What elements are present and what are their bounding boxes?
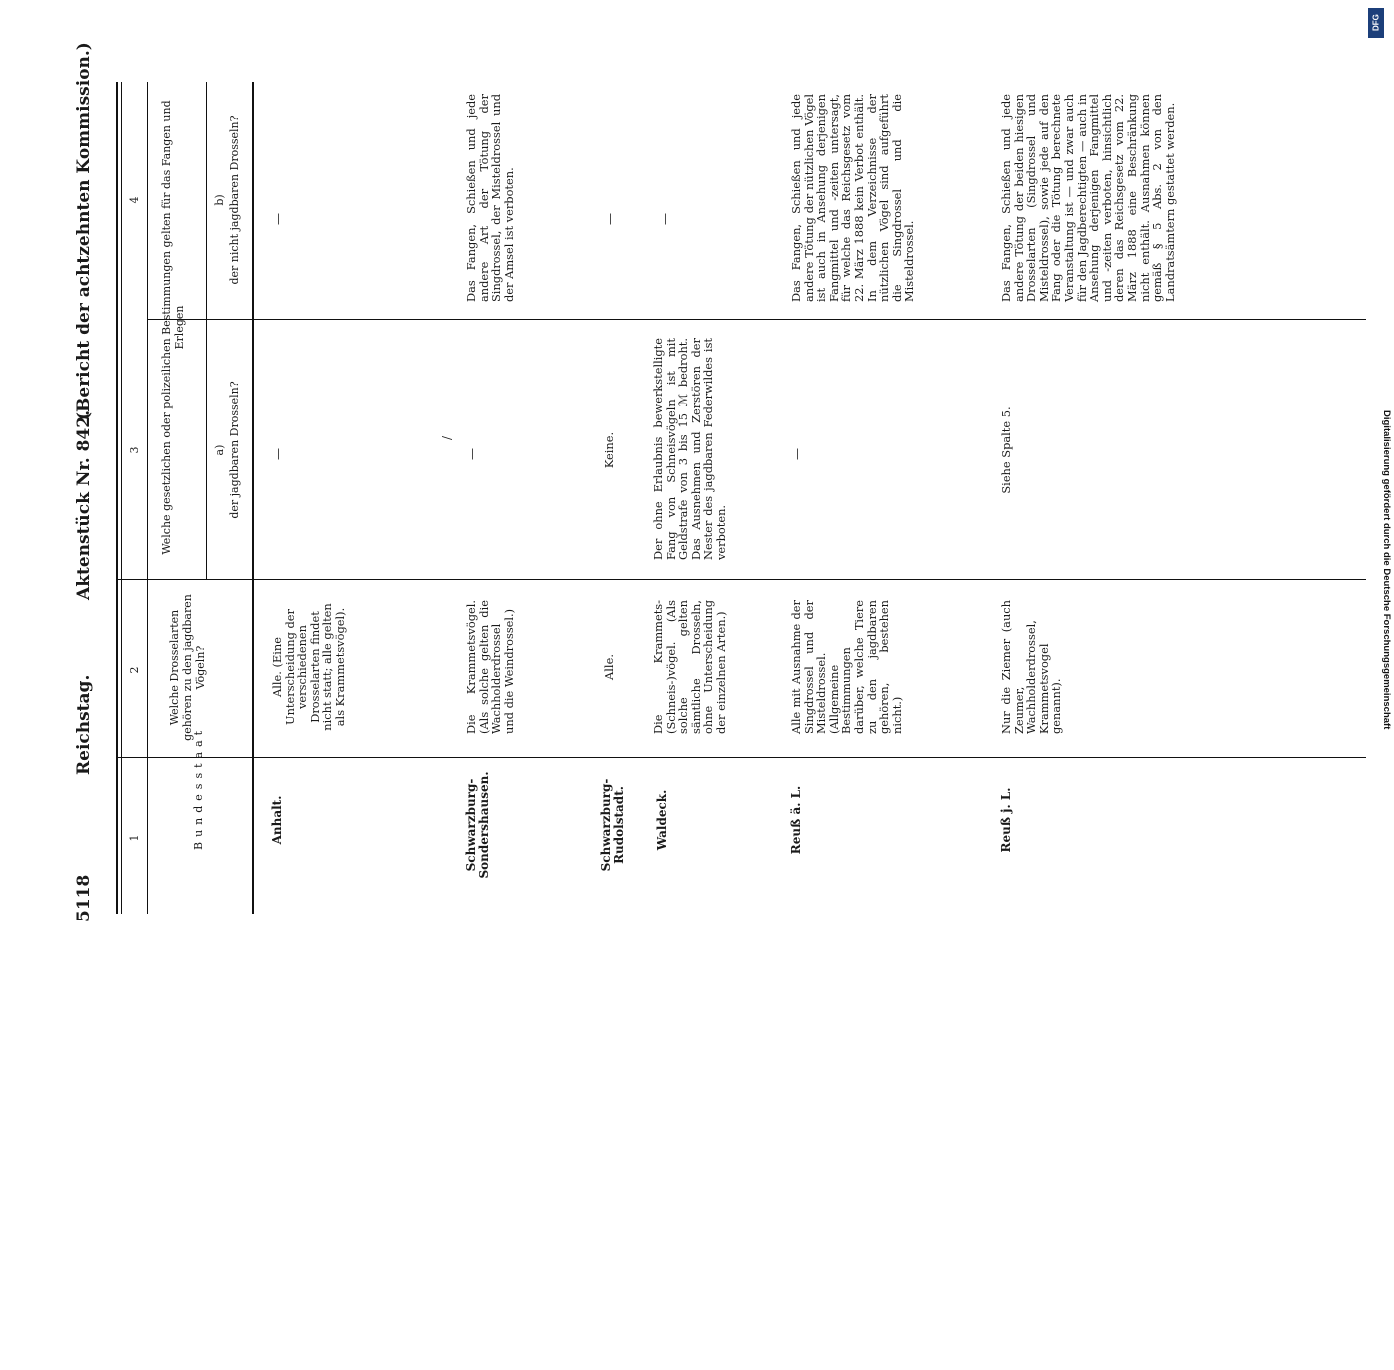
- header-aktenstueck: Aktenstück Nr. 842.: [74, 409, 94, 600]
- table-cell: Alle mit Ausnahme der Singdrossel und der Misteldrossel. (Allgemeine Bestimmungen darüber, welche Tiere zu den jagdbaren gehören, bestehen nicht.): [789, 600, 904, 734]
- table-cell: —: [603, 213, 617, 225]
- header-reichstag: Reichstag.: [74, 674, 94, 775]
- colnum-rule: [147, 82, 148, 914]
- table-cell: —: [271, 213, 285, 225]
- stray-mark: /: [440, 435, 454, 440]
- column-number-4: 4: [128, 196, 141, 204]
- col-sep-1: [116, 757, 1366, 758]
- dfg-logo: DFG: [1368, 8, 1384, 38]
- page-number: 5118: [74, 874, 94, 922]
- header-bericht: (Bericht der achtzehnten Kommission.): [74, 42, 94, 420]
- column-number-1: 1: [128, 834, 141, 842]
- table-top-rule: [116, 82, 118, 914]
- table-cell: Nur die Ziemer (auch Zeumer, Wachholderdrossel, Krammetsvogel genannt).: [999, 600, 1064, 734]
- header-sub-b-letter: b): [213, 194, 226, 206]
- header-sub-b: der nicht jagdbaren Drosseln?: [228, 115, 241, 285]
- table-cell: —: [790, 448, 804, 460]
- col-sep-2: [116, 579, 1366, 580]
- table-cell: Die Krammets- (Schneis-)vögel. (Als solche gelten sämtliche Drosseln, ohne Unterscheidung der einzelnen Arten.): [651, 600, 728, 734]
- header-drosselarten: Welche Drosselarten gehören zu den jagdbaren Vögeln?: [168, 594, 207, 741]
- state-name: Anhalt.: [270, 795, 284, 845]
- col-sep-3: [148, 319, 1366, 320]
- header-bottom-rule: [252, 82, 254, 914]
- table-cell: Das Fangen, Schießen und jede andere Tötung der beiden hiesigen Drosselarten (Singdrossel und Misteldrossel), sowie jede auf den Fang oder die Tötung berechnete Veranstaltung ist — und zwar auch für den Jagdberechtigten — auch in Ansehung derjenigen Fangmittel und -zeiten verboten, hinsichtlich deren das Reichsgesetz vom 22. März 1888 eine Beschränkung nicht enthält. Ausnahmen können gemäß § 5 Abs. 2 von den Landratsämtern gestattet werden.: [999, 94, 1177, 302]
- state-name: Reuß ä. L.: [789, 785, 803, 855]
- header-sub-a-letter: a): [213, 444, 226, 456]
- state-name: Schwarzburg-Sondershausen.: [464, 771, 491, 879]
- column-number-2: 2: [128, 666, 141, 674]
- table-cell: Der ohne Erlaubnis bewerkstelligte Fang von Schneisvögeln ist mit Geldstrafe von 3 bis 15 ℳ bedroht. Das Ausnehmen und Zerstören der Nester des jagdbaren Federwildes ist verboten.: [651, 338, 728, 560]
- table-cell: Alle.: [602, 654, 616, 680]
- state-name: Reuß j. L.: [999, 787, 1013, 853]
- state-name: Schwarzburg-Rudolstadt.: [599, 778, 626, 872]
- digitization-note: Digitalisierung gefördert durch die Deutsche Forschungsgemeinschaft: [1381, 410, 1392, 730]
- table-cell: Keine.: [602, 431, 616, 469]
- table-cell: Das Fangen, Schießen und jede andere Tötung der nützlichen Vögel ist auch in Ansehung derjenigen Fangmittel und -zeiten untersagt, für welche das Reichsgesetz vom 22. März 1888 kein Verbot enthält. In dem Verzeichnisse der nützlichen Vögel sind aufgeführt die Singdrossel und die Misteldrossel.: [789, 94, 917, 302]
- table-cell: —: [271, 448, 285, 460]
- column-number-3: 3: [128, 446, 141, 454]
- table-cell: —: [658, 213, 672, 225]
- subheader-rule: [206, 82, 207, 580]
- header-bundesstaat: Bundesstaat: [192, 725, 205, 850]
- header-bestimmungen: Welche gesetzlichen oder polizeilichen Bestimmungen gelten für das Fangen und Erlegen: [160, 100, 186, 555]
- digitization-note-strip: [1364, 20, 1394, 980]
- header-sub-a: der jagdbaren Drosseln?: [228, 381, 241, 519]
- table-cell: Die Krammetsvögel. (Als solche gelten die Wachholderdrossel und die Weindrossel.): [464, 600, 516, 734]
- table-cell: Alle. (Eine Unterscheidung der verschiedenen Drosselarten findet nicht statt; alle gelten als Krammetsvögel).: [270, 603, 347, 731]
- table-top-rule-2: [121, 82, 122, 914]
- table-cell: —: [465, 448, 479, 460]
- table-cell: Das Fangen, Schießen und jede andere Art der Tötung der Singdrossel, der Misteldrossel und der Amsel ist verboten.: [464, 94, 516, 302]
- state-name: Waldeck.: [655, 789, 669, 851]
- table-cell: Siehe Spalte 5.: [999, 406, 1013, 494]
